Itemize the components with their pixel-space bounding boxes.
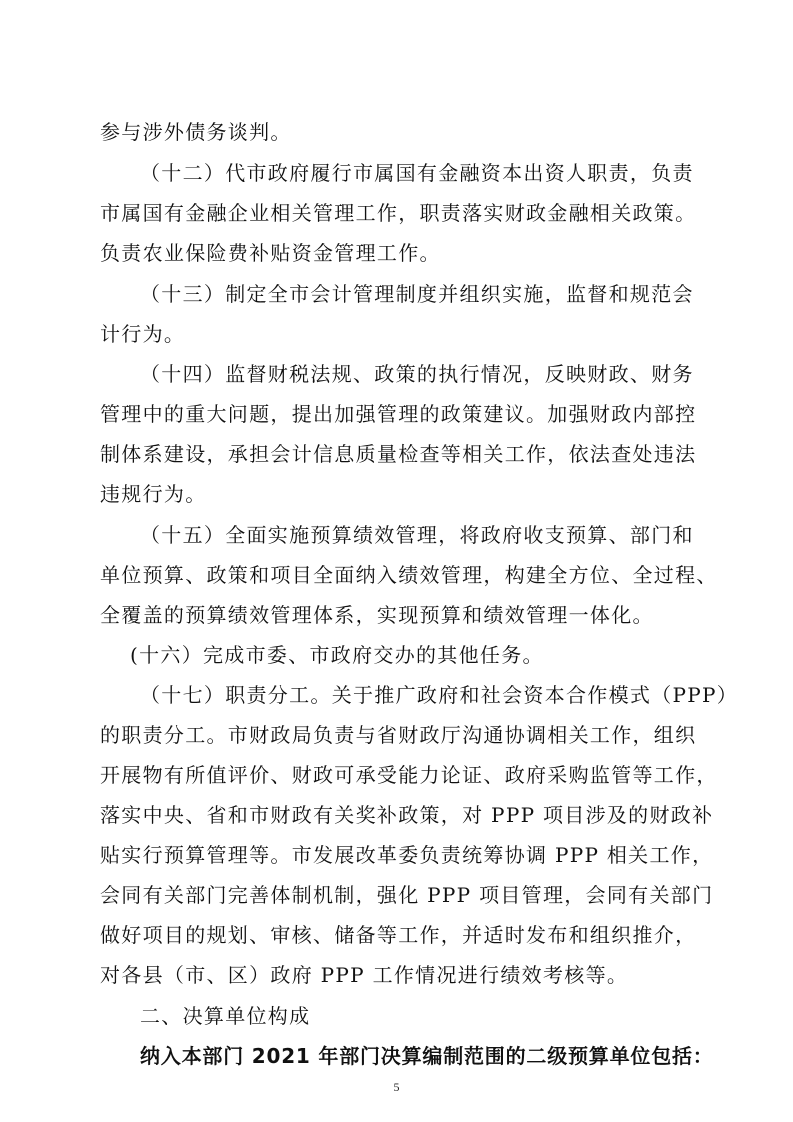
paragraph-line: 制体系建设，承担会计信息质量检查等相关工作，依法查处违法 [100,442,697,466]
paragraph-line: （十三）制定全市会计管理制度并组织实施，监督和规范会 [140,282,694,306]
paragraph-line: (十六）完成市委、市政府交办的其他任务。 [130,643,544,667]
section-heading: 二、决算单位构成 [140,1004,311,1028]
paragraph-line: （十五）全面实施预算绩效管理，将政府收支预算、部门和 [140,523,694,547]
page-number: 5 [393,1080,400,1094]
paragraph-line: 违规行为。 [100,482,207,506]
paragraph-line: 开展物有所值评价、财政可承受能力论证、政府采购监管等工作， [100,763,718,787]
paragraph-line: 对各县（市、区）政府 PPP 工作情况进行绩效考核等。 [100,963,629,987]
paragraph-line: （十二）代市政府履行市属国有金融资本出资人职责，负责 [140,161,694,185]
paragraph-line: 做好项目的规划、审核、储备等工作，并适时发布和组织推介， [100,923,697,947]
bold-paragraph-line: 纳入本部门 2021 年部门决算编制范围的二级预算单位包括： [140,1044,714,1068]
paragraph-line: 落实中央、省和市财政有关奖补政策，对 PPP 项目涉及的财政补 [100,803,714,827]
paragraph-line: 负责农业保险费补贴资金管理工作。 [100,241,441,265]
paragraph-line: 贴实行预算管理等。市发展改革委负责统筹协调 PPP 相关工作， [100,843,714,867]
paragraph-line: （十四）监督财税法规、政策的执行情况，反映财政、财务 [140,362,694,386]
paragraph-line: 单位预算、政策和项目全面纳入绩效管理，构建全方位、全过程、 [100,563,718,587]
paragraph-line: 参与涉外债务谈判。 [100,120,292,144]
paragraph-line: 全覆盖的预算绩效管理体系，实现预算和绩效管理一体化。 [100,603,654,627]
paragraph-line: 的职责分工。市财政局负责与省财政厅沟通协调相关工作，组织 [100,723,697,747]
paragraph-line: 市属国有金融企业相关管理工作，职责落实财政金融相关政策。 [100,201,697,225]
paragraph-line: （十七）职责分工。关于推广政府和社会资本合作模式（PPP） [140,683,739,707]
paragraph-line: 管理中的重大问题，提出加强管理的政策建议。加强财政内部控 [100,402,697,426]
paragraph-line: 计行为。 [100,322,186,346]
paragraph-line: 会同有关部门完善体制机制，强化 PPP 项目管理，会同有关部门 [100,883,714,907]
